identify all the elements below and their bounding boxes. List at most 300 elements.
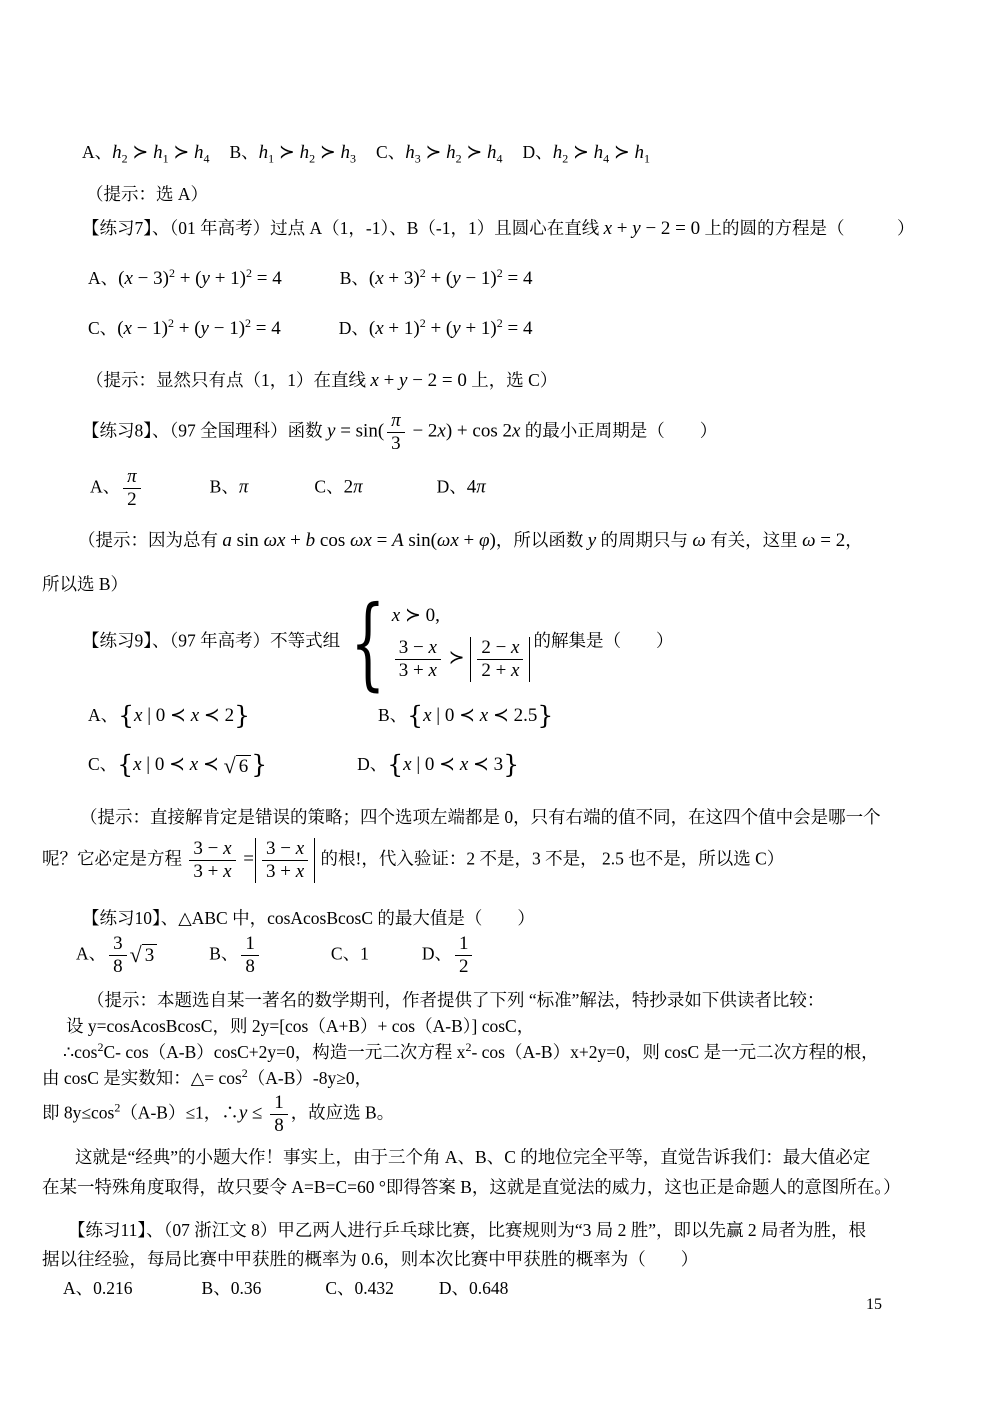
math-roman: | 0 ≺ <box>411 754 460 775</box>
spacer <box>394 1293 439 1294</box>
math-roman: + ( <box>425 318 453 339</box>
text-run: C、 <box>88 318 118 338</box>
text-run: B、 <box>209 476 239 497</box>
math-roman: − 2 = 0 <box>407 370 467 391</box>
numerator <box>455 933 473 956</box>
math-var: x <box>295 860 305 882</box>
denominator <box>270 1115 288 1137</box>
math-roman: = 4 <box>502 318 533 339</box>
text-run: ，故应选 B。 <box>290 1102 395 1123</box>
math-roman: ≻ <box>168 142 194 163</box>
math-var: x <box>375 268 384 289</box>
math-var: π <box>476 476 486 498</box>
fraction <box>477 637 523 682</box>
math-var: x <box>428 659 437 681</box>
math-var: x <box>450 530 459 551</box>
subscript: 2 <box>309 151 316 166</box>
math-roman: cos <box>315 530 350 551</box>
math-var: x <box>189 754 199 775</box>
math-roman: 3 <box>144 944 155 966</box>
text-run: 上的圆的方程是（ ） <box>700 218 915 238</box>
math-roman: + 3) <box>383 268 420 289</box>
text-run: 由 cosC 是实数知：△= cos <box>42 1068 242 1088</box>
subscript: 3 <box>350 151 357 166</box>
math-var: x <box>370 370 379 391</box>
math-roman: − 1) <box>131 318 168 339</box>
math-var: φ <box>478 530 490 551</box>
fraction <box>455 933 473 978</box>
text-run: D、 <box>436 476 467 497</box>
math-roman: ≤ <box>247 1102 268 1124</box>
numerator <box>270 1092 288 1115</box>
text-run: 呢？它必定是方程 <box>42 848 187 869</box>
text-run: 即 8y≤cos <box>42 1102 115 1123</box>
text-run: 【练习8】、（97 全国理科）函数 <box>82 420 327 441</box>
numerator <box>109 933 127 956</box>
math-var: π <box>353 476 363 498</box>
math-roman: | 0 ≺ <box>142 705 191 726</box>
text-run: （提示：选 A） <box>86 184 209 204</box>
fraction <box>189 838 235 883</box>
math-var: x <box>124 268 133 289</box>
math-roman: + ( <box>425 268 453 289</box>
subscript: 1 <box>644 151 651 166</box>
math-roman: 6 <box>238 755 249 777</box>
text-run: ，所以函数 <box>495 530 588 550</box>
math-var: b <box>305 530 316 551</box>
spacer <box>209 157 229 158</box>
math-var: h <box>112 142 122 163</box>
text-run: B、 <box>209 943 239 964</box>
text-run: ， <box>845 530 863 550</box>
math-roman: 1 <box>458 933 469 954</box>
exercise8-options <box>90 466 486 511</box>
text-run: （提示：本题选自某一著名的数学期刊，作者提供了下列 “标准”解法，特抄录如下供读者比较： <box>87 990 825 1010</box>
exercise8-hint-line1 <box>78 528 863 555</box>
big-delimiter: } <box>251 750 268 779</box>
text-run: A、 <box>90 476 121 497</box>
cases-row <box>392 603 532 630</box>
denominator <box>189 861 235 883</box>
numerator <box>387 410 405 433</box>
exercise7-options-ab <box>88 266 532 293</box>
numerator <box>189 838 235 861</box>
math-roman: = sin( <box>335 420 385 442</box>
math-roman: ≺ <box>198 754 224 775</box>
math-var: ω <box>802 530 816 551</box>
text-run: 的解集是（ ） <box>533 630 674 651</box>
fraction <box>123 466 141 511</box>
numerator <box>477 637 523 660</box>
math-var: y <box>632 218 641 239</box>
math-var: x <box>437 420 446 442</box>
text-run: A、0.216 <box>63 1278 133 1298</box>
math-var: h <box>446 142 456 163</box>
exercise7-options-cd <box>88 316 532 343</box>
math-var: h <box>552 142 563 163</box>
text-run: B、 <box>339 268 369 288</box>
cases-row <box>392 637 532 682</box>
math-roman: ≺ 2.5 <box>488 705 538 726</box>
text-run: D、0.648 <box>438 1278 509 1298</box>
superscript: 2 <box>419 266 426 281</box>
math-roman: 2 + <box>481 659 512 681</box>
math-roman: + <box>612 218 633 239</box>
prev-options-row <box>82 140 650 167</box>
math-var: ω <box>263 530 277 551</box>
math-var: y <box>238 1102 248 1124</box>
math-var: x <box>423 705 432 726</box>
superscript: 2 <box>496 316 503 331</box>
text-run: C、 <box>376 142 406 162</box>
math-var: π <box>127 466 137 487</box>
subscript: 4 <box>203 151 210 166</box>
text-run: D、 <box>522 142 553 162</box>
text-run: D、 <box>421 943 452 964</box>
spacer <box>356 157 376 158</box>
math-roman: ) + cos 2 <box>445 420 512 442</box>
math-roman: 3 − <box>398 636 429 658</box>
math-roman: sin <box>231 530 264 551</box>
text-run: ∴cos <box>63 1042 98 1062</box>
math-var: x <box>511 636 520 658</box>
text-run: B、0.36 <box>201 1278 262 1298</box>
fraction <box>241 933 259 978</box>
math-roman: 8 <box>274 1114 284 1136</box>
text-run: （提示：显然只有点（1，1）在直线 <box>86 370 371 390</box>
math-roman: = 4 <box>502 268 533 289</box>
big-delimiter: { <box>118 701 135 730</box>
left-brace: { <box>350 584 386 701</box>
exercise10-hint-line7 <box>42 1175 901 1200</box>
math-roman: + <box>285 530 306 551</box>
math-var: x <box>363 530 372 551</box>
text-run: 【练习7】、（01 年高考）过点 A（1，-1）、B（-1，1）且圆心在直线 <box>82 218 604 238</box>
superscript: 2 <box>168 266 175 281</box>
text-run: 在某一特殊角度取得，故只要令 A=B=C=60 °即得答案 B，这就是直觉法的威力，这也正是命题人的意图所在。） <box>42 1177 901 1197</box>
text-run: 所以选 B） <box>42 574 129 594</box>
page-number: 15 <box>866 1296 882 1313</box>
math-roman: ≻ <box>568 142 594 163</box>
math-roman: − 2 = 0 <box>640 218 701 239</box>
text-run: - cos（A-B）x+2y=0，则 cosC 是一元二次方程的根， <box>471 1042 879 1062</box>
absolute-value <box>470 637 530 682</box>
spacer <box>144 491 210 492</box>
radical-sign: √ <box>129 941 142 967</box>
math-roman: = 2 <box>815 530 846 551</box>
math-var: x <box>479 705 489 726</box>
math-var: x <box>603 218 613 239</box>
math-roman: 3 − <box>193 838 224 859</box>
math-var: x <box>223 860 232 882</box>
exercise10-hint-line4 <box>42 1066 372 1091</box>
math-var: h <box>153 142 163 163</box>
math-roman: 1 <box>245 933 255 954</box>
fraction <box>262 838 308 883</box>
big-delimiter: { <box>387 750 404 779</box>
math-var: ω <box>692 530 706 551</box>
text-run: 【练习9】、（97 年高考）不等式组 <box>82 630 341 651</box>
square-root <box>223 752 252 778</box>
math-roman: + 1) <box>209 268 246 289</box>
math-roman: 8 <box>245 955 255 977</box>
superscript: 2 <box>245 316 252 331</box>
math-var: h <box>193 142 204 163</box>
spacer <box>261 1293 325 1294</box>
cases-rows <box>392 603 532 681</box>
big-delimiter: { <box>407 701 424 730</box>
math-var: x <box>223 838 232 859</box>
text-run: C、 <box>88 754 118 774</box>
math-var: π <box>391 410 401 431</box>
math-var: h <box>487 142 497 163</box>
prev-hint <box>86 182 208 207</box>
exercise10-hint-line6 <box>75 1145 870 1170</box>
math-roman: 4 <box>466 476 477 498</box>
exercise7-hint <box>86 368 557 395</box>
math-roman: + <box>458 530 479 551</box>
denominator <box>455 956 473 978</box>
spacer <box>369 958 422 959</box>
fraction <box>395 637 441 682</box>
math-roman: ( <box>117 318 124 339</box>
denominator <box>241 956 259 978</box>
math-var: y <box>399 370 408 391</box>
math-var: x <box>295 838 305 859</box>
math-roman: 8 <box>113 955 123 977</box>
math-var: x <box>391 605 401 627</box>
subscript: 2 <box>121 151 128 166</box>
superscript: 2 <box>496 266 503 281</box>
radical-sign: √ <box>223 752 236 778</box>
math-roman: ≻ <box>274 142 300 163</box>
math-var: y <box>201 268 210 289</box>
exercise9-title <box>82 584 674 701</box>
exercise8-title <box>82 410 717 455</box>
math-roman: + ( <box>174 268 202 289</box>
math-roman: ≻ <box>420 142 447 163</box>
text-run: A、 <box>82 142 113 162</box>
text-run: A、 <box>88 705 119 725</box>
math-roman: 2 <box>458 955 469 977</box>
math-var: h <box>258 142 269 163</box>
fraction <box>109 933 127 978</box>
spacer <box>133 1293 202 1294</box>
math-var: x <box>511 420 521 442</box>
exercise8-hint-line2 <box>42 572 128 597</box>
math-roman: = <box>371 530 393 551</box>
spacer <box>281 333 339 334</box>
text-run: （A-B）≤1，∴ <box>120 1102 239 1123</box>
math-var: ω <box>349 530 364 551</box>
spacer <box>267 769 357 770</box>
spacer <box>503 157 523 158</box>
big-delimiter: { <box>117 750 134 779</box>
exercise11-title-line2 <box>42 1247 698 1272</box>
spacer <box>248 491 314 492</box>
subscript: 1 <box>268 151 275 166</box>
text-run: 的周期只与 <box>596 530 693 550</box>
text-run: （A-B）-8y≥0， <box>247 1068 373 1088</box>
math-var: A <box>392 530 404 551</box>
fraction <box>387 410 405 455</box>
math-roman: ( <box>368 318 376 339</box>
big-delimiter: } <box>537 701 554 730</box>
numerator <box>395 637 441 660</box>
text-run: 上，选 C） <box>466 370 558 390</box>
math-roman: ≻ <box>443 647 470 669</box>
math-var: y <box>200 318 209 339</box>
math-roman: + 1) <box>460 318 497 339</box>
math-roman: = <box>238 848 254 870</box>
exercise9-options-cd <box>88 752 519 779</box>
radicand <box>142 944 158 967</box>
math-var: x <box>190 705 200 726</box>
math-var: x <box>375 318 384 339</box>
text-run: C、1 <box>330 943 369 964</box>
math-roman: ≻ <box>461 142 488 163</box>
denominator <box>477 660 523 682</box>
text-run: B、 <box>377 705 408 725</box>
math-roman: 2 − <box>481 636 512 658</box>
subscript: 2 <box>455 151 462 166</box>
text-run: D、 <box>357 754 388 774</box>
math-var: x <box>123 318 132 339</box>
subscript: 1 <box>162 151 169 166</box>
math-roman: 3 <box>391 432 401 454</box>
exercise10-hint-line2 <box>66 1014 534 1039</box>
math-roman: = 4 <box>251 318 281 339</box>
denominator <box>262 861 308 883</box>
superscript: 2 <box>168 316 174 331</box>
math-roman: ≺ 3 <box>468 754 504 775</box>
exercise10-hint-line1 <box>87 988 824 1013</box>
math-var: x <box>134 705 143 726</box>
math-roman: − 1) <box>460 268 497 289</box>
math-var: x <box>459 754 469 775</box>
math-var: y <box>587 530 597 551</box>
text-run: （提示：因为总有 <box>78 530 223 550</box>
math-roman: 3 <box>113 933 123 954</box>
math-var: y <box>452 268 461 289</box>
denominator <box>123 489 141 511</box>
exercise10-title <box>82 906 535 931</box>
math-var: x <box>428 636 437 658</box>
math-roman: 1 <box>274 1092 284 1113</box>
exercise10-options <box>76 933 475 978</box>
spacer <box>282 283 340 284</box>
math-roman: ≻ 0, <box>400 605 440 627</box>
text-run: C、0.432 <box>325 1278 394 1298</box>
absolute-value <box>255 838 315 883</box>
math-var: h <box>299 142 310 163</box>
big-delimiter: } <box>234 701 250 730</box>
text-run: 这就是“经典”的小题大作！事实上，由于三个角 A、B、C 的地位完全平等，直觉告诉我们：最大值必定 <box>75 1147 871 1167</box>
exercise11-options <box>63 1276 508 1301</box>
text-run: B、 <box>229 142 259 162</box>
math-var: h <box>634 142 645 163</box>
math-var: x <box>403 754 412 775</box>
subscript: 3 <box>414 151 421 166</box>
superscript: 2 <box>245 266 252 281</box>
text-run: 有关，这里 <box>705 530 803 550</box>
radicand <box>236 755 252 778</box>
math-var: y <box>452 318 461 339</box>
spacer <box>363 491 437 492</box>
math-var: ω <box>436 530 451 551</box>
math-roman: + 1) <box>383 318 420 339</box>
exercise7-title <box>82 216 915 243</box>
numerator <box>123 466 141 489</box>
superscript: 2 <box>114 1100 121 1115</box>
math-roman: ) <box>489 530 496 551</box>
math-roman: + <box>378 370 400 391</box>
numerator <box>262 838 308 861</box>
math-roman: ≻ <box>127 142 154 163</box>
math-roman: + ( <box>174 318 201 339</box>
math-roman: ≻ <box>315 142 341 163</box>
denominator <box>387 433 405 455</box>
math-roman: = 4 <box>251 268 282 289</box>
math-roman: 3 + <box>398 659 429 681</box>
big-delimiter: } <box>503 750 520 779</box>
text-run: D、 <box>338 318 369 338</box>
math-roman: − 1) <box>208 318 246 339</box>
math-var: π <box>238 476 249 498</box>
spacer <box>157 958 209 959</box>
text-run: 的最小正周期是（ ） <box>520 420 718 441</box>
math-roman: sin( <box>403 530 437 551</box>
exercise10-hint-line3 <box>63 1040 879 1065</box>
superscript: 2 <box>97 1040 104 1055</box>
square-root <box>129 941 158 967</box>
text-run: 设 y=cosAcosBcosC，则 2y=[cos（A+B）+ cos（A-B）] cosC， <box>66 1016 535 1036</box>
text-run: A、 <box>76 943 107 964</box>
superscript: 2 <box>419 316 426 331</box>
math-roman: 3 + <box>193 860 224 882</box>
text-run: A、 <box>88 268 119 288</box>
text-run: C- cos（A-B）cosC+2y=0，构造一元二次方程 x <box>103 1042 466 1062</box>
math-roman: 3 + <box>266 860 296 882</box>
math-roman: ( <box>118 268 125 289</box>
math-roman: | 0 ≺ <box>431 705 480 726</box>
exercise10-hint-line5 <box>42 1092 394 1137</box>
exercise9-hint-line2 <box>42 838 784 883</box>
math-var: x <box>276 530 286 551</box>
text-run: 的根!，代入验证：2 不是，3 不是， 2.5 也不是，所以选 C） <box>316 848 785 869</box>
math-roman: ≺ 2 <box>199 705 235 726</box>
math-roman: − 2 <box>407 420 438 442</box>
math-var: a <box>222 530 232 551</box>
fraction <box>270 1092 288 1137</box>
math-var: y <box>327 420 336 442</box>
math-roman: 2 <box>127 488 137 510</box>
math-roman: − 3) <box>132 268 169 289</box>
exercise11-title-line1 <box>68 1218 866 1243</box>
math-var: h <box>340 142 351 163</box>
denominator <box>109 956 127 978</box>
math-var: x <box>511 659 520 681</box>
text-run: 据以往经验，每局比赛中甲获胜的概率为 0.6，则本次比赛中甲获胜的概率为（ ） <box>42 1249 699 1269</box>
math-var: h <box>593 142 604 163</box>
subscript: 4 <box>603 151 610 166</box>
cases-system <box>342 584 531 701</box>
subscript: 2 <box>562 151 569 166</box>
exercise9-hint-line1 <box>80 805 881 830</box>
text-run: （提示：直接解肯定是错误的策略；四个选项左端都是 0，只有右端的值不同，在这四个值中会是哪一个 <box>80 807 881 827</box>
math-roman: 3 − <box>266 838 296 859</box>
spacer <box>262 958 331 959</box>
